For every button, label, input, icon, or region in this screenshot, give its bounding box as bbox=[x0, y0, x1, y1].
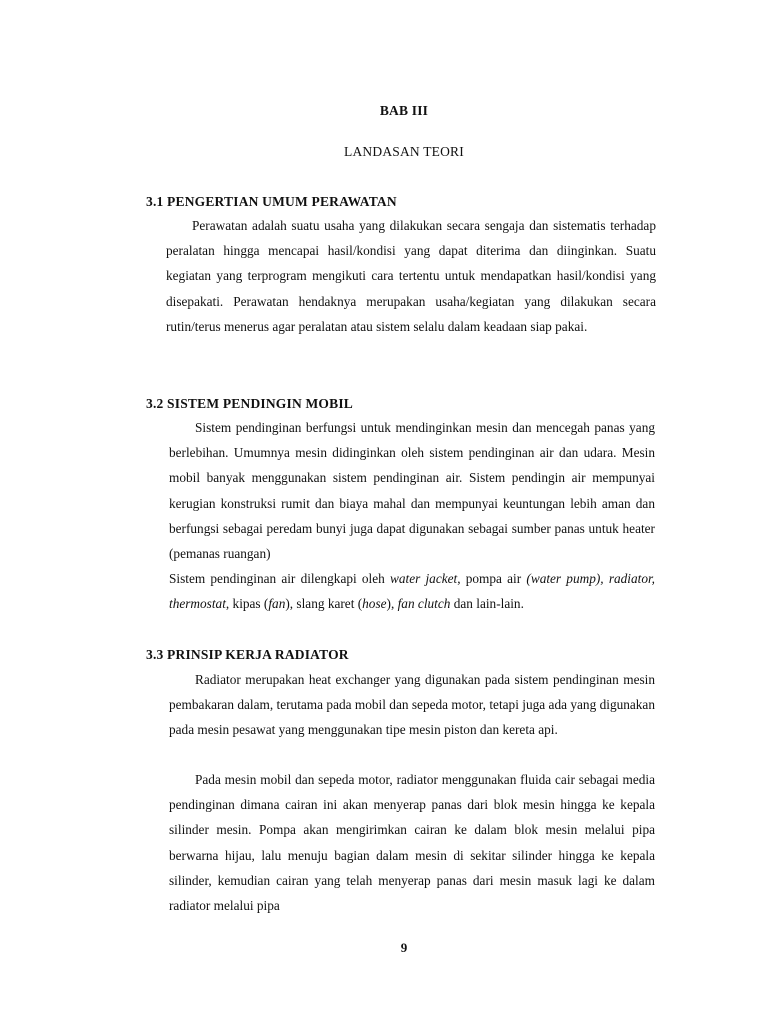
section-heading-3-1: 3.1 PENGERTIAN UMUM PERAWATAN bbox=[146, 194, 397, 209]
section-heading-3-3: 3.3 PRINSIP KERJA RADIATOR bbox=[146, 647, 349, 662]
paragraph-3-2-b: Sistem pendinginan air dilengkapi oleh water jacket, pompa air (water pump), radiator, thermostat, kipas (fan), slang karet (hose), fan clutch dan lain-lain. bbox=[169, 571, 655, 612]
paragraph-3-3-b: Pada mesin mobil dan sepeda motor, radiator menggunakan fluida cair sebagai media pendinginan dimana cairan ini akan menyerap panas dari blok mesin hingga ke kepala silinder mesin. Pompa akan mengirimkan cairan ke dalam blok mesin melalui pipa berwarna hijau, lalu menuju bagian dalam mesin di sekitar silinder hingga ke kepala silinder, kemudian cairan yang telah menyerap panas dari mesin masuk lagi ke dalam radiator melalui pipa bbox=[169, 772, 655, 914]
paragraph-3-2-a: Sistem pendinginan berfungsi untuk mendinginkan mesin dan mencegah panas yang berlebihan. Umumnya mesin didinginkan oleh sistem pendinginan air dan udara. Mesin mobil banyak menggunakan sistem pendinginan air. Sistem pendingin air mempunyai kerugian konstruksi rumit dan biaya mahal dan mempunyai keuntungan lebih aman dan berfungsi sebagai peredam bunyi juga dapat digunakan sebagai sumber panas untuk heater (pemanas ruangan) bbox=[169, 420, 655, 562]
page-number: 9 bbox=[400, 940, 408, 955]
chapter-title: BAB III bbox=[379, 103, 429, 118]
paragraph-3-1: Perawatan adalah suatu usaha yang dilakukan secara sengaja dan sistematis terhadap peralatan hingga mencapai hasil/kondisi yang dapat diterima dan diinginkan. Suatu kegiatan yang terprogram mengikuti cara tertentu untuk mendapatkan hasil/kondisi yang disepakati. Perawatan hendaknya merupakan usaha/kegiatan yang dilakukan secara rutin/terus menerus agar peralatan atau sistem selalu dalam keadaan siap pakai. bbox=[166, 218, 656, 334]
section-heading-3-2: 3.2 SISTEM PENDINGIN MOBIL bbox=[146, 396, 353, 411]
chapter-subtitle: LANDASAN TEORI bbox=[344, 144, 464, 159]
paragraph-3-3-a: Radiator merupakan heat exchanger yang digunakan pada sistem pendinginan mesin pembakaran dalam, terutama pada mobil dan sepeda motor, tetapi juga ada yang digunakan pada mesin pesawat yang menggunakan tipe mesin piston dan kereta api. bbox=[169, 672, 655, 738]
